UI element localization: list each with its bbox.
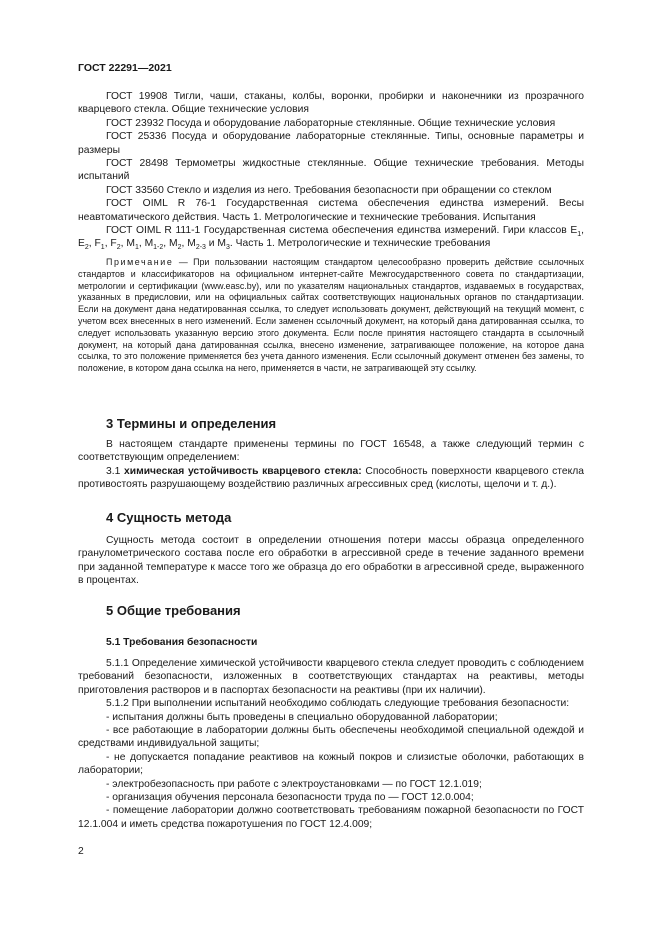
- definition: Способность поверхности кварцевого стекла противостоять разрушающему воздействию различных агрессивных сред (кислоты, щелочи и т. д.).: [78, 465, 584, 491]
- section-4-body: [78, 534, 584, 588]
- list-item: - испытания должны быть проведены в специально оборудованной лаборатории;: [106, 711, 498, 723]
- document-header: ГОСТ 22291—2021: [78, 62, 172, 74]
- term-number: 3.1: [106, 465, 121, 477]
- reference-item: ГОСТ OIML R 111-1 Государственная система обеспечения единства измерений. Гири классов $E_1$, $E_2$, $F_1$, $F_2$, $M_1$, $M_{1-2}$, $M_2$, $M_{2-3}$ и $M_3$. Часть 1. Метрологические и технические требования: [78, 225, 584, 252]
- section-4-title: 4 Сущность метода: [106, 510, 232, 525]
- list-item: - не допускается попадание реактивов на кожный покров и слизистые оболочки, работающих в лаборатории;: [78, 751, 584, 777]
- term: химическая устойчивость кварцевого стекла:: [124, 465, 362, 477]
- reference-item: ГОСТ 28498 Термометры жидкостные стеклянные. Общие технические требования. Методы испытаний: [78, 158, 584, 183]
- section-5-body: [78, 657, 584, 831]
- list-item: - электробезопасность при работе с электроустановками — по ГОСТ 12.1.019;: [106, 778, 482, 790]
- note-text: — При пользовании настоящим стандартом целесообразно проверить действие ссылочных стандартов и классификаторов на официальном интернет-сайте Межгосударственного совета по стандартизации, метрологии и сертификации (www.easc.by), или по указателям национальных стандартов, издаваемых в государствах, указанных в предисловии, или на официальных сайтах соответствующих национальных органов по стандартизации. Если на документ дана недатированная ссылка, то следует использовать документ, действующий на текущий момент, с учетом всех внесенных в него изменений. Если заменен ссылочный документ, на который дана датированная ссылка, то следует использовать указанную версию этого документа. Если после принятия настоящего стандарта в ссылочный документ, на который дана датированная ссылка, внесено изменение, затрагивающее положение, на которое дана ссылка, то это положение применяется без учета данного изменения. Если ссылочный документ отменен без замены, то положение, в котором дана ссылка на него, применяется в части, не затрагивающей эту ссылку.: [78, 257, 584, 374]
- section-3-body: [78, 438, 584, 492]
- paragraph-5-1-1: 5.1.1 Определение химической устойчивости кварцевого стекла следует проводить с соблюдением требований безопасности, изложенных в соответствующих стандартах на реактивы, методы приготовления растворов и в паспортах безопасности на реактивы (при их наличии).: [78, 658, 584, 696]
- term-definition: [78, 465, 584, 492]
- reference-item: ГОСТ 23932 Посуда и оборудование лабораторные стеклянные. Общие технические условия: [106, 117, 556, 129]
- reference-item: ГОСТ 25336 Посуда и оборудование лабораторные стеклянные. Типы, основные параметры и размеры: [78, 131, 584, 156]
- section-4-text: Сущность метода состоит в определении отношения потери массы образца определенного гранулометрического состава после его обработки в агрессивной среде в течение заданного времени при заданной температуре к массе того же образца до его обработки в агрессивной среде, выраженного в процентах.: [78, 535, 584, 587]
- note-lead: Примечание: [106, 257, 174, 267]
- list-item: - все работающие в лаборатории должны быть обеспечены необходимой специальной одеждой и средствами индивидуальной защиты;: [78, 725, 584, 750]
- page-number: 2: [78, 846, 84, 857]
- list-item: - помещение лаборатории должно соответствовать требованиям пожарной безопасности по ГОСТ 12.1.004 и иметь средства пожаротушения по ГОСТ 12.4.009;: [78, 805, 584, 830]
- normative-references: [78, 90, 584, 251]
- reference-text: Часть 1. Метрологические и технические требования: [235, 238, 491, 250]
- section-5-title: 5 Общие требования: [106, 603, 241, 618]
- section-5-1-title: 5.1 Требования безопасности: [106, 637, 258, 648]
- list-item: - организация обучения персонала безопасности труда по — ГОСТ 12.0.004;: [106, 792, 474, 804]
- reference-item: ГОСТ 33560 Стекло и изделия из него. Требования безопасности при обращении со стеклом: [106, 184, 552, 196]
- section-3-title: 3 Термины и определения: [106, 416, 277, 431]
- note-block: [78, 257, 584, 375]
- reference-item: ГОСТ 19908 Тигли, чаши, стаканы, колбы, воронки, пробирки и наконечники из прозрачного кварцевого стекла. Общие технические условия: [78, 91, 584, 116]
- paragraph-5-1-2: 5.1.2 При выполнении испытаний необходимо соблюдать следующие требования безопасности:: [106, 698, 570, 710]
- reference-text: ГОСТ OIML R 111-1 Государственная система обеспечения единства измерений. Гири классов E: [106, 225, 578, 237]
- reference-item: ГОСТ OIML R 76-1 Государственная система обеспечения единства измерений. Весы неавтоматического действия. Часть 1. Метрологические и технические требования. Испытания: [78, 198, 584, 223]
- section-3-intro: В настоящем стандарте применены термины по ГОСТ 16548, а также следующий термин с соответствующим определением:: [78, 439, 584, 464]
